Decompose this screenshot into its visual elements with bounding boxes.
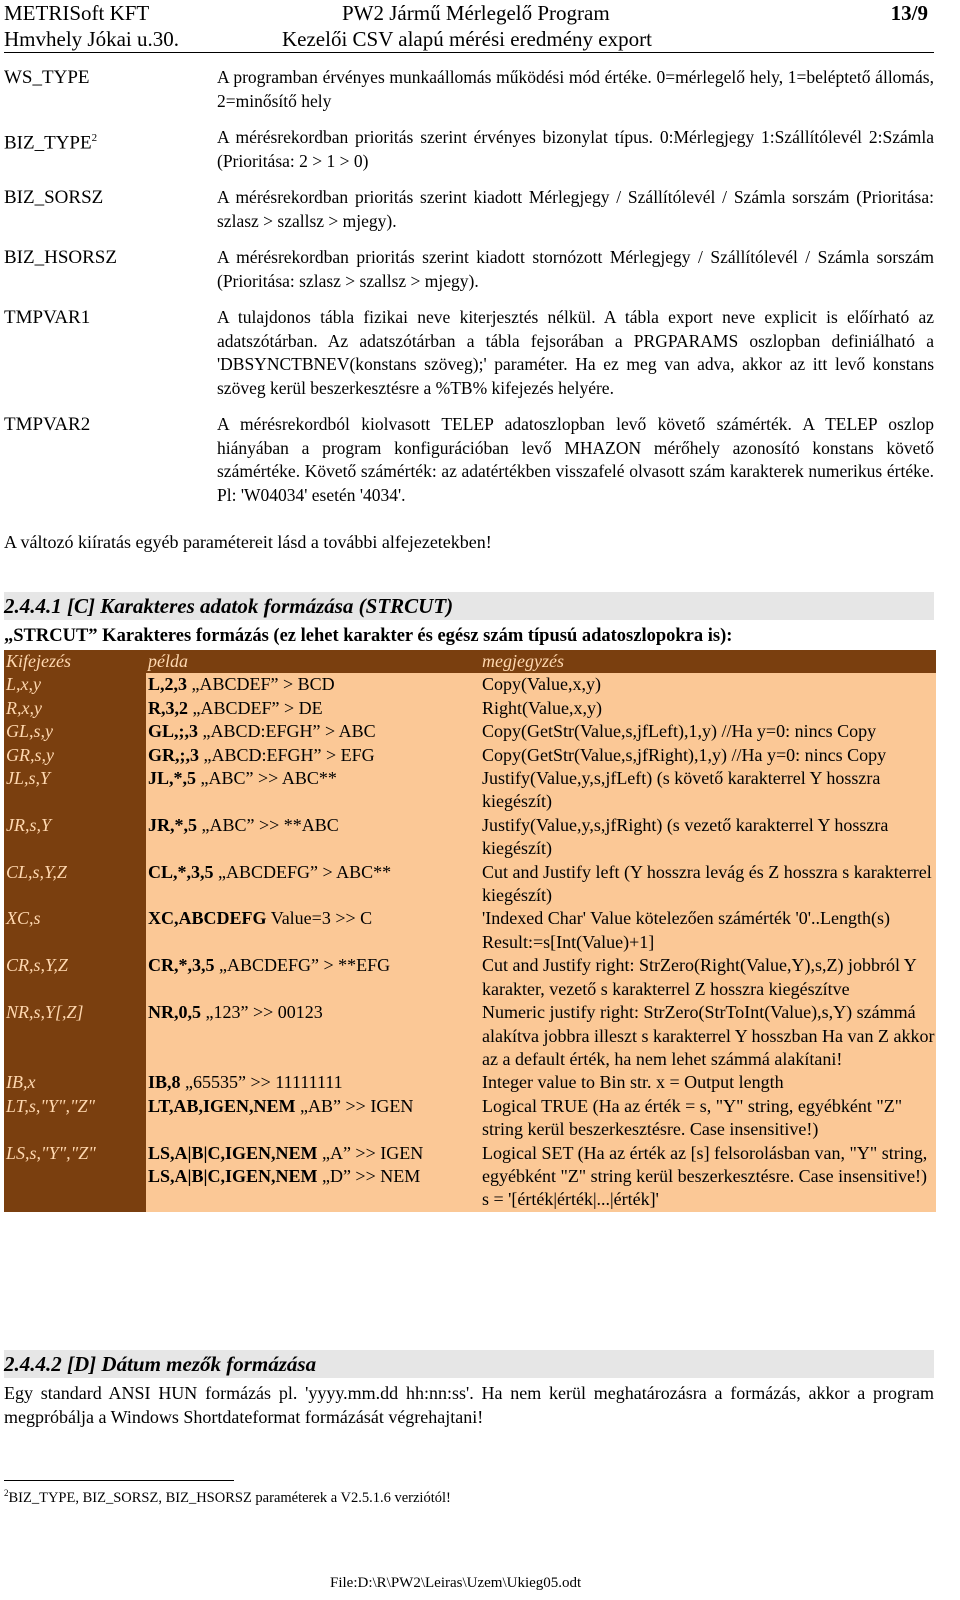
definition-row <box>4 186 934 233</box>
footnote <box>4 1488 451 1507</box>
page-header <box>4 0 934 53</box>
note-cell: Justify(Value,y,s,jfLeft) (s követő karakterrel Y hosszra kiegészít) <box>480 767 936 814</box>
example-cell <box>146 744 480 767</box>
table-row <box>4 1142 936 1212</box>
section-heading-date: 2.4.4.2 [D] Dátum mezők formázása <box>4 1350 934 1378</box>
term-text: BIZ_HSORSZ <box>4 247 117 268</box>
example-code: IB,8 <box>148 1072 181 1093</box>
example-cell <box>146 697 480 720</box>
table-row <box>4 720 936 743</box>
example-code: GL,;,3 <box>148 721 199 742</box>
page-number: 13/9 <box>890 1 928 25</box>
definition-desc: A mérésrekordból kiolvasott TELEP adatoszlopban levő követő számérték. A TELEP oszlop hiányában a program konfigurációban levő MHAZON mérőhely azonosító konstans követő számértéke. Követő számérték: az adatértékben visszafelé olvasott szám karakterek numerikus értéke. Pl: 'W04034' esetén '4034'. <box>217 414 934 505</box>
note-cell: Copy(Value,x,y) <box>480 673 936 696</box>
example-cell <box>146 1095 480 1142</box>
example-result: „D” >> NEM <box>317 1165 421 1186</box>
example-result: „ABC” >> ABC** <box>196 768 337 789</box>
document-subtitle: Kezelői CSV alapú mérési eredmény export <box>282 27 652 51</box>
company-name: METRISoft KFT <box>4 1 150 25</box>
definition-term <box>4 246 117 270</box>
example-result: „A” >> IGEN <box>317 1142 424 1163</box>
section-heading-strcut: 2.4.4.1 [C] Karakteres adatok formázása (STRCUT) <box>4 592 934 620</box>
definition-term <box>4 66 90 90</box>
definition-row <box>4 306 934 400</box>
example-code: L,2,3 <box>148 674 188 695</box>
example-cell <box>146 814 480 861</box>
expression-cell: GL,s,y <box>4 720 146 743</box>
strcut-table <box>4 650 936 1212</box>
expression-cell: XC,s <box>4 907 146 954</box>
definition-term <box>4 306 90 330</box>
expression-cell: LS,s,"Y","Z" <box>4 1142 146 1212</box>
example-code: NR,0,5 <box>148 1002 201 1023</box>
example-code: R,3,2 <box>148 697 188 718</box>
section-intro: „STRCUT” Karakteres formázás (ez lehet karakter és egész szám típusú adatoszlopokra is): <box>4 626 733 646</box>
expression-cell: L,x,y <box>4 673 146 696</box>
table-row <box>4 673 936 696</box>
definition-desc: A programban érvényes munkaállomás működési mód értéke. 0=mérlegelő hely, 1=beléptető állomás, 2=minősítő hely <box>217 67 934 111</box>
expression-cell: NR,s,Y[,Z] <box>4 1001 146 1071</box>
example-code: JR,*,5 <box>148 814 197 835</box>
example-result: „ABC” >> **ABC <box>197 814 339 835</box>
note-cell: Integer value to Bin str. x = Output length <box>480 1071 936 1094</box>
example-result: „ABCDEF” > DE <box>188 697 323 718</box>
table-row <box>4 954 936 1001</box>
example-cell <box>146 767 480 814</box>
term-text: BIZ_TYPE <box>4 132 92 154</box>
table-row <box>4 1095 936 1142</box>
example-code: GR,;,3 <box>148 744 199 765</box>
expression-cell: CL,s,Y,Z <box>4 861 146 908</box>
example-cell <box>146 720 480 743</box>
company-address: Hmvhely Jókai u.30. <box>4 27 179 51</box>
table-row <box>4 861 936 908</box>
column-header: Kifejezés <box>4 650 146 673</box>
term-text: BIZ_SORSZ <box>4 187 104 208</box>
definition-row <box>4 126 934 173</box>
example-cell <box>146 954 480 1001</box>
page-footer: File:D:\R\PW2\Leiras\Uzem\Ukieg05.odt <box>330 1575 582 1591</box>
example-cell <box>146 861 480 908</box>
example-result: „ABCDEF” > BCD <box>187 674 335 695</box>
expression-cell: GR,s,y <box>4 744 146 767</box>
term-text: TMPVAR1 <box>4 307 91 328</box>
example-cell <box>146 673 480 696</box>
term-text: TMPVAR2 <box>4 414 91 435</box>
definition-term <box>4 186 103 210</box>
note-cell: 'Indexed Char' Value kötelezően számérték '0'..Length(s) Result:=s[Int(Value)+1] <box>480 907 936 954</box>
example-code: XC,ABCDEFG <box>148 908 267 929</box>
example-result: „ABCD:EFGH” > ABC <box>198 721 376 742</box>
definition-term <box>4 126 97 155</box>
definition-desc: A mérésrekordban prioritás szerint kiadott stornózott Mérlegjegy / Szállítólevél / Számla sorszám (Prioritása: szlasz > szallsz > mjegy). <box>217 247 934 291</box>
note-cell: Right(Value,x,y) <box>480 697 936 720</box>
example-code: CL,*,3,5 <box>148 861 214 882</box>
date-format-text: Egy standard ANSI HUN formázás pl. 'yyyy.mm.dd hh:nn:ss'. Ha nem kerül meghatározásra a formázás, akkor a program megpróbálja a Windows Shortdateformat formázását végrehajtani! <box>4 1383 934 1427</box>
table-row <box>4 1001 936 1071</box>
note-text: A változó kiíratás egyéb paramétereit lásd a további alfejezetekben! <box>4 532 492 552</box>
definition-row <box>4 413 934 507</box>
note-cell: Logical SET (Ha az érték az [s] felsorolásban van, "Y" string, egyébként "Z" string kerül beszerkesztésre. Case insensitive!) s = '[érték|érték|...|érték]' <box>480 1142 936 1212</box>
expression-cell: LT,s,"Y","Z" <box>4 1095 146 1142</box>
table-row <box>4 814 936 861</box>
term-text: WS_TYPE <box>4 67 90 88</box>
example-code: JL,*,5 <box>148 768 197 789</box>
table-row <box>4 907 936 954</box>
footnote-ref: 2 <box>91 132 98 144</box>
footnote-text: BIZ_TYPE, BIZ_SORSZ, BIZ_HSORSZ paraméterek a V2.5.1.6 verziótól! <box>8 1489 451 1506</box>
note-cell: Copy(GetStr(Value,s,jfRight),1,y) //Ha y=0: nincs Copy <box>480 744 936 767</box>
table-header-row <box>4 650 936 673</box>
definition-row <box>4 66 934 113</box>
table-row <box>4 767 936 814</box>
example-code: LS,A|B|C,IGEN,NEM <box>148 1165 318 1186</box>
example-code: LT,AB,IGEN,NEM <box>148 1095 296 1116</box>
example-cell <box>146 1071 480 1094</box>
footnote-mark: 2 <box>4 1488 9 1498</box>
example-result: „ABCDEFG” > ABC** <box>213 861 392 882</box>
definition-desc: A tulajdonos tábla fizikai neve kiterjesztés nélkül. A tábla export neve explicit is előírható az adatszótárban. Az adatszótárban a tábla fejsorában a PRGPARAMS oszlopban definiálható a 'DBSYNCTBNEV(konstans szöveg);' paraméter. Ha ez meg van adva, akkor az itt levő konstans szöveg kerül beszerkesztésre a %TB% kifejezés helyére. <box>217 307 934 398</box>
note-cell: Cut and Justify left (Y hosszra levág és Z hosszra s karakterrel kiegészít) <box>480 861 936 908</box>
example-result: „65535” >> 11111111 <box>180 1072 343 1093</box>
note-cell: Numeric justify right: StrZero(StrToInt(Value),s,Y) számmá alakítva jobbra illeszt s karakterrel Y hosszban Ha van Z akkor az a default érték, ha nem lehet számmá alakítani! <box>480 1001 936 1071</box>
example-result: Value=3 >> C <box>266 908 373 929</box>
expression-cell: R,x,y <box>4 697 146 720</box>
example-result: „ABCDEFG” > **EFG <box>214 955 391 976</box>
example-result: „ABCD:EFGH” > EFG <box>199 744 375 765</box>
expression-cell: IB,x <box>4 1071 146 1094</box>
example-result: „123” >> 00123 <box>201 1002 323 1023</box>
table-row <box>4 744 936 767</box>
example-code: CR,*,3,5 <box>148 955 215 976</box>
parameter-definitions <box>4 66 934 520</box>
definition-desc: A mérésrekordban prioritás szerint kiadott Mérlegjegy / Szállítólevél / Számla sorszám (Prioritása: szlasz > szallsz > mjegy). <box>217 187 934 231</box>
example-cell <box>146 1001 480 1071</box>
expression-cell: JR,s,Y <box>4 814 146 861</box>
note-cell: Cut and Justify right: StrZero(Right(Value,Y),s,Z) jobbról Y karakter, vezető s karakterrel Z hosszra kiegészítve <box>480 954 936 1001</box>
expression-cell: JL,s,Y <box>4 767 146 814</box>
example-code: LS,A|B|C,IGEN,NEM <box>148 1142 318 1163</box>
example-cell <box>146 1142 480 1212</box>
definition-row <box>4 246 934 293</box>
example-result: „AB” >> IGEN <box>295 1095 414 1116</box>
definition-desc: A mérésrekordban prioritás szerint érvényes bizonylat típus. 0:Mérlegjegy 1:Szállítólevél 2:Számla (Prioritása: 2 > 1 > 0) <box>217 127 934 171</box>
note-cell: Logical TRUE (Ha az érték = s, "Y" string, egyébként "Z" string kerül beszerkesztésre. Case insensitive!) <box>480 1095 936 1142</box>
program-title: PW2 Jármű Mérlegelő Program <box>342 1 610 25</box>
column-header: megjegyzés <box>480 650 936 673</box>
definition-term <box>4 413 90 437</box>
expression-cell: CR,s,Y,Z <box>4 954 146 1001</box>
footnote-divider <box>4 1480 234 1481</box>
table-row <box>4 1071 936 1094</box>
table-row <box>4 697 936 720</box>
example-cell <box>146 907 480 954</box>
note-cell: Justify(Value,y,s,jfRight) (s vezető karakterrel Y hosszra kiegészít) <box>480 814 936 861</box>
column-header: példa <box>146 650 480 673</box>
note-cell: Copy(GetStr(Value,s,jfLeft),1,y) //Ha y=0: nincs Copy <box>480 720 936 743</box>
